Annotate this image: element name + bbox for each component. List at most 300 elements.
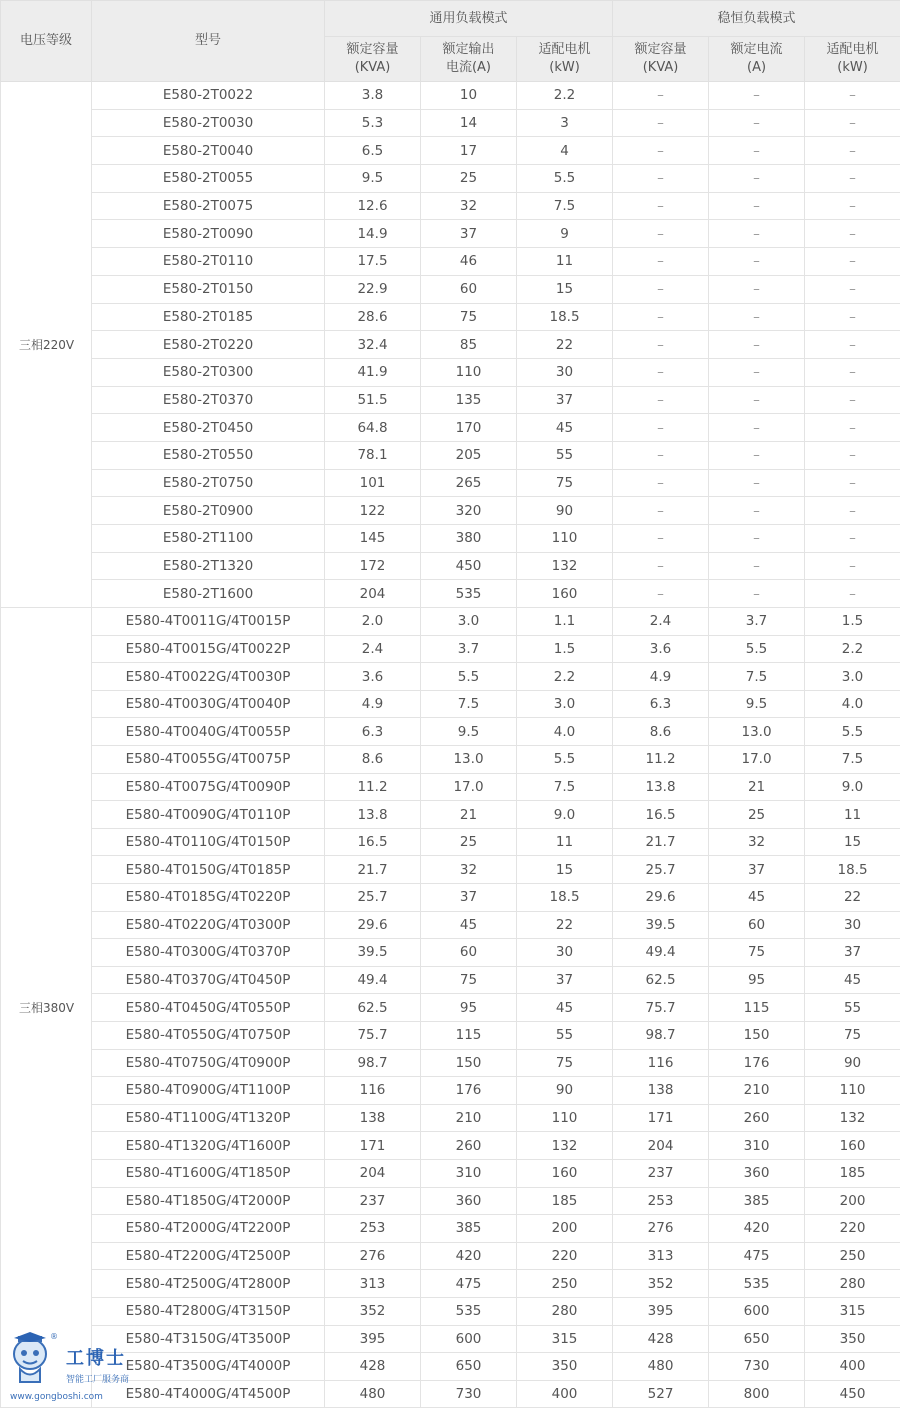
general-current-cell: 37 — [421, 220, 517, 248]
table-row — [1, 746, 900, 774]
general-current-cell: 535 — [421, 580, 517, 608]
model-cell: E580-2T0150 — [92, 275, 325, 303]
table-row — [1, 137, 900, 165]
table-row — [1, 1159, 900, 1187]
general-capacity-cell: 122 — [325, 497, 421, 525]
general-current-cell: 14 — [421, 109, 517, 137]
general-capacity-cell: 41.9 — [325, 358, 421, 386]
watermark-title: 工博士 — [66, 1348, 126, 1369]
constant-motor-cell: 30 — [805, 911, 900, 939]
constant-motor-cell: 11 — [805, 801, 900, 829]
general-capacity-cell: 3.8 — [325, 82, 421, 110]
voltage-level-cell: 三相380V — [1, 608, 92, 1408]
table-row — [1, 275, 900, 303]
general-motor-cell: 132 — [517, 1132, 613, 1160]
constant-capacity-cell: – — [613, 580, 709, 608]
model-cell: E580-4T1320G/4T1600P — [92, 1132, 325, 1160]
constant-current-cell: 420 — [709, 1215, 805, 1243]
constant-motor-cell: 400 — [805, 1353, 900, 1381]
constant-current-cell: 260 — [709, 1104, 805, 1132]
constant-motor-cell: 350 — [805, 1325, 900, 1353]
general-motor-cell: 315 — [517, 1325, 613, 1353]
general-capacity-cell: 51.5 — [325, 386, 421, 414]
constant-current-cell: 475 — [709, 1242, 805, 1270]
table-row — [1, 635, 900, 663]
constant-current-cell: – — [709, 82, 805, 110]
general-capacity-cell: 101 — [325, 469, 421, 497]
table-row — [1, 1215, 900, 1243]
constant-current-cell: 385 — [709, 1187, 805, 1215]
constant-current-cell: 535 — [709, 1270, 805, 1298]
general-capacity-cell: 428 — [325, 1353, 421, 1381]
constant-current-cell: 800 — [709, 1380, 805, 1408]
general-capacity-cell: 352 — [325, 1297, 421, 1325]
constant-capacity-cell: 204 — [613, 1132, 709, 1160]
constant-capacity-cell: 171 — [613, 1104, 709, 1132]
model-cell: E580-2T0750 — [92, 469, 325, 497]
constant-capacity-cell: – — [613, 82, 709, 110]
general-motor-cell: 18.5 — [517, 884, 613, 912]
table-row — [1, 663, 900, 691]
general-current-cell: 135 — [421, 386, 517, 414]
constant-capacity-cell: – — [613, 275, 709, 303]
watermark — [6, 1330, 146, 1410]
constant-motor-cell: 45 — [805, 966, 900, 994]
constant-capacity-cell: – — [613, 469, 709, 497]
constant-motor-cell: 55 — [805, 994, 900, 1022]
constant-current-cell: 9.5 — [709, 690, 805, 718]
model-cell: E580-2T1600 — [92, 580, 325, 608]
constant-motor-cell: 200 — [805, 1187, 900, 1215]
model-cell: E580-4T0030G/4T0040P — [92, 690, 325, 718]
table-row — [1, 165, 900, 193]
model-cell: E580-4T1850G/4T2000P — [92, 1187, 325, 1215]
general-motor-cell: 18.5 — [517, 303, 613, 331]
general-current-cell: 475 — [421, 1270, 517, 1298]
table-row — [1, 828, 900, 856]
constant-current-cell: – — [709, 469, 805, 497]
table-row — [1, 1021, 900, 1049]
general-motor-cell: 400 — [517, 1380, 613, 1408]
general-capacity-cell: 204 — [325, 1159, 421, 1187]
constant-capacity-cell: – — [613, 386, 709, 414]
general-current-cell: 60 — [421, 939, 517, 967]
constant-motor-cell: – — [805, 441, 900, 469]
constant-motor-cell: 15 — [805, 828, 900, 856]
constant-current-cell: 45 — [709, 884, 805, 912]
constant-current-cell: – — [709, 525, 805, 553]
constant-capacity-cell: – — [613, 248, 709, 276]
general-motor-cell: 5.5 — [517, 165, 613, 193]
general-motor-cell: 75 — [517, 1049, 613, 1077]
constant-capacity-cell: 480 — [613, 1353, 709, 1381]
constant-current-cell: – — [709, 109, 805, 137]
general-capacity-cell: 32.4 — [325, 331, 421, 359]
constant-motor-cell: – — [805, 275, 900, 303]
table-row — [1, 441, 900, 469]
constant-capacity-cell: 13.8 — [613, 773, 709, 801]
constant-capacity-cell: 29.6 — [613, 884, 709, 912]
general-current-cell: 75 — [421, 966, 517, 994]
constant-current-cell: 21 — [709, 773, 805, 801]
general-motor-cell: 45 — [517, 414, 613, 442]
general-current-cell: 9.5 — [421, 718, 517, 746]
model-cell: E580-2T0110 — [92, 248, 325, 276]
constant-capacity-cell: 138 — [613, 1077, 709, 1105]
constant-capacity-cell: 16.5 — [613, 801, 709, 829]
constant-motor-cell: 18.5 — [805, 856, 900, 884]
general-motor-cell: 22 — [517, 331, 613, 359]
header-general-mode: 通用负载模式 — [325, 1, 613, 37]
model-cell: E580-4T0022G/4T0030P — [92, 663, 325, 691]
model-cell: E580-4T2000G/4T2200P — [92, 1215, 325, 1243]
model-cell: E580-4T0220G/4T0300P — [92, 911, 325, 939]
general-current-cell: 450 — [421, 552, 517, 580]
constant-motor-cell: – — [805, 137, 900, 165]
table-row — [1, 939, 900, 967]
header-voltage-level: 电压等级 — [1, 1, 92, 82]
general-capacity-cell: 237 — [325, 1187, 421, 1215]
constant-motor-cell: – — [805, 580, 900, 608]
constant-capacity-cell: – — [613, 525, 709, 553]
constant-motor-cell: 5.5 — [805, 718, 900, 746]
table-row — [1, 856, 900, 884]
constant-current-cell: 32 — [709, 828, 805, 856]
general-motor-cell: 3.0 — [517, 690, 613, 718]
constant-capacity-cell: 39.5 — [613, 911, 709, 939]
constant-current-cell: 25 — [709, 801, 805, 829]
model-cell: E580-2T0450 — [92, 414, 325, 442]
constant-capacity-cell: – — [613, 497, 709, 525]
constant-current-cell: 3.7 — [709, 608, 805, 636]
constant-capacity-cell: – — [613, 165, 709, 193]
constant-motor-cell: 315 — [805, 1297, 900, 1325]
constant-current-cell: – — [709, 303, 805, 331]
table-row — [1, 773, 900, 801]
general-current-cell: 176 — [421, 1077, 517, 1105]
general-current-cell: 210 — [421, 1104, 517, 1132]
table-row — [1, 608, 900, 636]
general-motor-cell: 45 — [517, 994, 613, 1022]
general-current-cell: 21 — [421, 801, 517, 829]
model-cell: E580-2T0075 — [92, 192, 325, 220]
table-row — [1, 884, 900, 912]
watermark-registered: ® — [50, 1332, 58, 1341]
general-capacity-cell: 204 — [325, 580, 421, 608]
constant-current-cell: 60 — [709, 911, 805, 939]
table-row — [1, 1132, 900, 1160]
general-current-cell: 5.5 — [421, 663, 517, 691]
general-current-cell: 3.0 — [421, 608, 517, 636]
constant-current-cell: 5.5 — [709, 635, 805, 663]
constant-motor-cell: – — [805, 82, 900, 110]
table-row — [1, 966, 900, 994]
constant-motor-cell: 132 — [805, 1104, 900, 1132]
general-capacity-cell: 3.6 — [325, 663, 421, 691]
general-motor-cell: 90 — [517, 497, 613, 525]
header-constant-current: 额定电流 (A) — [709, 37, 805, 82]
table-row — [1, 1242, 900, 1270]
constant-motor-cell: – — [805, 358, 900, 386]
constant-capacity-cell: – — [613, 137, 709, 165]
constant-motor-cell: – — [805, 331, 900, 359]
constant-capacity-cell: 237 — [613, 1159, 709, 1187]
constant-capacity-cell: – — [613, 109, 709, 137]
constant-capacity-cell: – — [613, 358, 709, 386]
constant-capacity-cell: – — [613, 441, 709, 469]
header-model: 型号 — [92, 1, 325, 82]
model-cell: E580-2T0022 — [92, 82, 325, 110]
constant-motor-cell: 9.0 — [805, 773, 900, 801]
general-current-cell: 730 — [421, 1380, 517, 1408]
general-capacity-cell: 171 — [325, 1132, 421, 1160]
header-constant-motor: 适配电机 (kW) — [805, 37, 900, 82]
general-capacity-cell: 13.8 — [325, 801, 421, 829]
constant-capacity-cell: 428 — [613, 1325, 709, 1353]
general-capacity-cell: 138 — [325, 1104, 421, 1132]
general-capacity-cell: 98.7 — [325, 1049, 421, 1077]
table-row — [1, 580, 900, 608]
general-motor-cell: 110 — [517, 1104, 613, 1132]
constant-motor-cell: 185 — [805, 1159, 900, 1187]
model-cell: E580-4T0150G/4T0185P — [92, 856, 325, 884]
constant-current-cell: – — [709, 331, 805, 359]
general-current-cell: 7.5 — [421, 690, 517, 718]
general-capacity-cell: 11.2 — [325, 773, 421, 801]
constant-current-cell: 37 — [709, 856, 805, 884]
general-current-cell: 420 — [421, 1242, 517, 1270]
general-motor-cell: 9 — [517, 220, 613, 248]
table-row — [1, 690, 900, 718]
model-cell: E580-4T4000G/4T4500P — [92, 1380, 325, 1408]
general-capacity-cell: 4.9 — [325, 690, 421, 718]
general-motor-cell: 1.5 — [517, 635, 613, 663]
constant-current-cell: – — [709, 165, 805, 193]
general-current-cell: 46 — [421, 248, 517, 276]
general-current-cell: 600 — [421, 1325, 517, 1353]
model-cell: E580-2T0030 — [92, 109, 325, 137]
table-row — [1, 1077, 900, 1105]
table-row — [1, 1049, 900, 1077]
constant-current-cell: 360 — [709, 1159, 805, 1187]
constant-capacity-cell: – — [613, 331, 709, 359]
general-motor-cell: 30 — [517, 939, 613, 967]
header-constant-mode: 稳恒负载模式 — [613, 1, 900, 37]
constant-motor-cell: 3.0 — [805, 663, 900, 691]
constant-motor-cell: 110 — [805, 1077, 900, 1105]
model-cell: E580-4T0900G/4T1100P — [92, 1077, 325, 1105]
general-current-cell: 150 — [421, 1049, 517, 1077]
group-220v — [1, 82, 900, 608]
general-motor-cell: 220 — [517, 1242, 613, 1270]
general-capacity-cell: 64.8 — [325, 414, 421, 442]
general-motor-cell: 30 — [517, 358, 613, 386]
model-cell: E580-4T0011G/4T0015P — [92, 608, 325, 636]
general-current-cell: 37 — [421, 884, 517, 912]
table-row — [1, 525, 900, 553]
general-current-cell: 380 — [421, 525, 517, 553]
model-cell: E580-4T0090G/4T0110P — [92, 801, 325, 829]
general-motor-cell: 2.2 — [517, 663, 613, 691]
table-row — [1, 109, 900, 137]
general-current-cell: 25 — [421, 828, 517, 856]
model-cell: E580-4T0055G/4T0075P — [92, 746, 325, 774]
general-capacity-cell: 2.4 — [325, 635, 421, 663]
general-motor-cell: 350 — [517, 1353, 613, 1381]
general-motor-cell: 160 — [517, 1159, 613, 1187]
constant-motor-cell: 90 — [805, 1049, 900, 1077]
general-motor-cell: 7.5 — [517, 192, 613, 220]
constant-motor-cell: – — [805, 386, 900, 414]
table-row — [1, 414, 900, 442]
model-cell: E580-2T0090 — [92, 220, 325, 248]
constant-current-cell: – — [709, 248, 805, 276]
general-current-cell: 265 — [421, 469, 517, 497]
model-cell: E580-4T0110G/4T0150P — [92, 828, 325, 856]
model-cell: E580-2T1100 — [92, 525, 325, 553]
general-capacity-cell: 49.4 — [325, 966, 421, 994]
constant-motor-cell: 450 — [805, 1380, 900, 1408]
model-cell: E580-2T1320 — [92, 552, 325, 580]
constant-current-cell: – — [709, 275, 805, 303]
general-current-cell: 10 — [421, 82, 517, 110]
general-motor-cell: 1.1 — [517, 608, 613, 636]
general-capacity-cell: 116 — [325, 1077, 421, 1105]
table-row — [1, 469, 900, 497]
constant-motor-cell: 7.5 — [805, 746, 900, 774]
general-capacity-cell: 6.3 — [325, 718, 421, 746]
table-row — [1, 718, 900, 746]
constant-current-cell: 17.0 — [709, 746, 805, 774]
constant-capacity-cell: – — [613, 552, 709, 580]
general-capacity-cell: 62.5 — [325, 994, 421, 1022]
general-motor-cell: 90 — [517, 1077, 613, 1105]
general-current-cell: 260 — [421, 1132, 517, 1160]
constant-current-cell: – — [709, 441, 805, 469]
general-capacity-cell: 14.9 — [325, 220, 421, 248]
general-current-cell: 95 — [421, 994, 517, 1022]
constant-capacity-cell: – — [613, 192, 709, 220]
general-current-cell: 25 — [421, 165, 517, 193]
constant-current-cell: – — [709, 414, 805, 442]
constant-capacity-cell: – — [613, 414, 709, 442]
constant-current-cell: 7.5 — [709, 663, 805, 691]
general-motor-cell: 15 — [517, 275, 613, 303]
general-current-cell: 110 — [421, 358, 517, 386]
constant-capacity-cell: 25.7 — [613, 856, 709, 884]
header-general-motor: 适配电机 (kW) — [517, 37, 613, 82]
general-current-cell: 17 — [421, 137, 517, 165]
constant-motor-cell: 1.5 — [805, 608, 900, 636]
constant-current-cell: 310 — [709, 1132, 805, 1160]
general-capacity-cell: 21.7 — [325, 856, 421, 884]
general-current-cell: 45 — [421, 911, 517, 939]
model-cell: E580-4T3150G/4T3500P — [92, 1325, 325, 1353]
constant-current-cell: 650 — [709, 1325, 805, 1353]
table-row — [1, 911, 900, 939]
constant-capacity-cell: 11.2 — [613, 746, 709, 774]
general-capacity-cell: 2.0 — [325, 608, 421, 636]
general-capacity-cell: 75.7 — [325, 1021, 421, 1049]
constant-current-cell: 176 — [709, 1049, 805, 1077]
general-current-cell: 650 — [421, 1353, 517, 1381]
model-cell: E580-4T0015G/4T0022P — [92, 635, 325, 663]
constant-current-cell: 600 — [709, 1297, 805, 1325]
model-cell: E580-4T0075G/4T0090P — [92, 773, 325, 801]
general-motor-cell: 160 — [517, 580, 613, 608]
constant-capacity-cell: 116 — [613, 1049, 709, 1077]
table-row — [1, 497, 900, 525]
general-motor-cell: 75 — [517, 469, 613, 497]
model-cell: E580-4T0550G/4T0750P — [92, 1021, 325, 1049]
constant-motor-cell: – — [805, 165, 900, 193]
constant-capacity-cell: 4.9 — [613, 663, 709, 691]
general-current-cell: 60 — [421, 275, 517, 303]
general-capacity-cell: 145 — [325, 525, 421, 553]
table-row — [1, 1297, 900, 1325]
voltage-level-cell: 三相220V — [1, 82, 92, 608]
table-row — [1, 303, 900, 331]
general-motor-cell: 2.2 — [517, 82, 613, 110]
model-cell: E580-4T0300G/4T0370P — [92, 939, 325, 967]
constant-motor-cell: – — [805, 525, 900, 553]
model-cell: E580-4T0370G/4T0450P — [92, 966, 325, 994]
constant-capacity-cell: 21.7 — [613, 828, 709, 856]
general-current-cell: 32 — [421, 856, 517, 884]
constant-capacity-cell: 98.7 — [613, 1021, 709, 1049]
general-capacity-cell: 9.5 — [325, 165, 421, 193]
general-motor-cell: 11 — [517, 248, 613, 276]
constant-capacity-cell: 3.6 — [613, 635, 709, 663]
general-motor-cell: 55 — [517, 1021, 613, 1049]
general-capacity-cell: 253 — [325, 1215, 421, 1243]
constant-capacity-cell: 62.5 — [613, 966, 709, 994]
constant-capacity-cell: 6.3 — [613, 690, 709, 718]
model-cell: E580-4T3500G/4T4000P — [92, 1353, 325, 1381]
general-current-cell: 75 — [421, 303, 517, 331]
general-capacity-cell: 25.7 — [325, 884, 421, 912]
group-380v — [1, 608, 900, 1408]
constant-current-cell: – — [709, 552, 805, 580]
table-row — [1, 552, 900, 580]
general-current-cell: 170 — [421, 414, 517, 442]
constant-motor-cell: – — [805, 109, 900, 137]
constant-motor-cell: – — [805, 220, 900, 248]
model-cell: E580-4T0450G/4T0550P — [92, 994, 325, 1022]
constant-capacity-cell: 8.6 — [613, 718, 709, 746]
general-motor-cell: 55 — [517, 441, 613, 469]
constant-capacity-cell: 49.4 — [613, 939, 709, 967]
constant-motor-cell: 220 — [805, 1215, 900, 1243]
table-row — [1, 82, 900, 110]
table-row — [1, 1270, 900, 1298]
model-cell: E580-2T0185 — [92, 303, 325, 331]
general-capacity-cell: 480 — [325, 1380, 421, 1408]
table-row — [1, 801, 900, 829]
model-cell: E580-4T2500G/4T2800P — [92, 1270, 325, 1298]
constant-capacity-cell: 352 — [613, 1270, 709, 1298]
constant-current-cell: 150 — [709, 1021, 805, 1049]
constant-motor-cell: – — [805, 192, 900, 220]
model-cell: E580-2T0370 — [92, 386, 325, 414]
model-cell: E580-2T0300 — [92, 358, 325, 386]
constant-motor-cell: 2.2 — [805, 635, 900, 663]
general-capacity-cell: 276 — [325, 1242, 421, 1270]
constant-current-cell: – — [709, 580, 805, 608]
constant-capacity-cell: 2.4 — [613, 608, 709, 636]
general-motor-cell: 185 — [517, 1187, 613, 1215]
constant-current-cell: 13.0 — [709, 718, 805, 746]
